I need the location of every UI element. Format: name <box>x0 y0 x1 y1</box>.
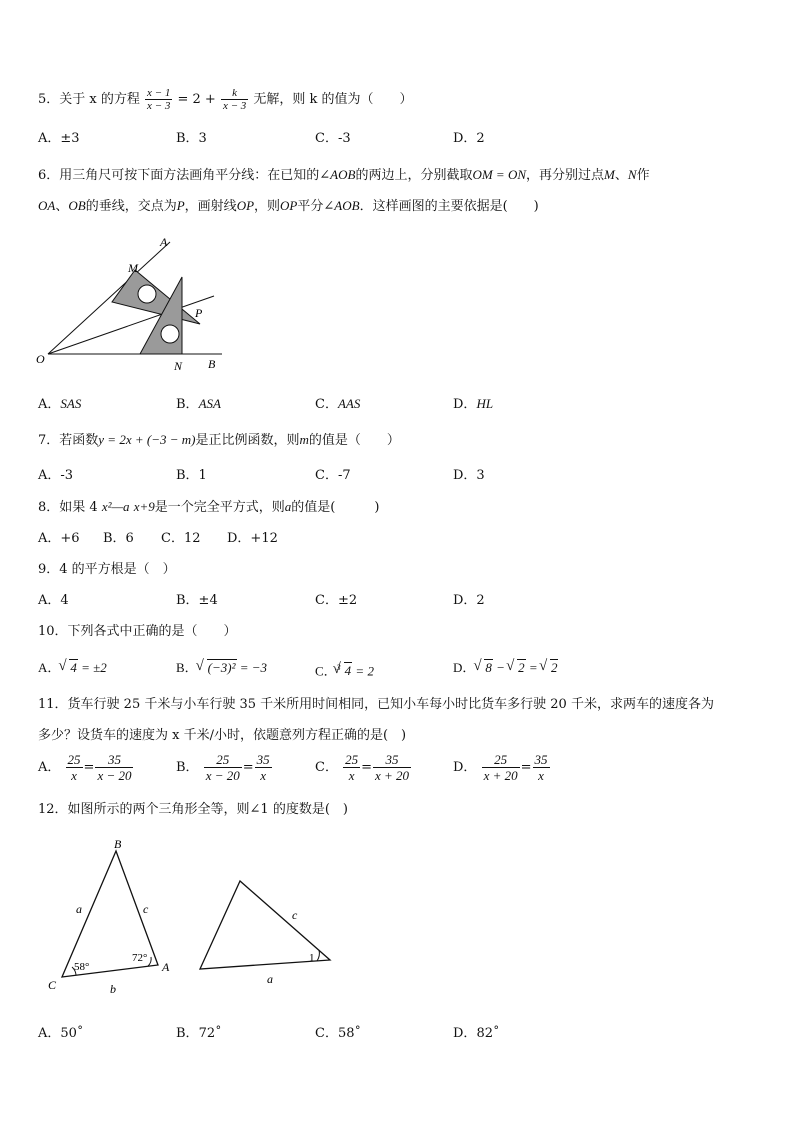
q12-label-side-c2: c <box>292 908 298 922</box>
q6-label-o: O <box>36 352 45 366</box>
q11-option-d: D． $\frac{25}{x + 20}$ = $\frac{35}{x}$ <box>453 752 548 783</box>
q11-stem-line-2: 多少？设货车的速度为 x 千米/小时，依题意列方程正确的是( ) <box>38 728 407 743</box>
q11-option-b: B． $\frac{25}{x - 20}$ = $\frac{35}{x}$ <box>176 752 270 783</box>
q5-option-b: B．3 <box>176 131 207 146</box>
q9-option-c: C．±2 <box>315 593 358 608</box>
q8-option-b: B．6 <box>103 531 134 546</box>
q8-option-d: D．+12 <box>227 531 278 546</box>
q12-stem: 12．如图所示的两个三角形全等，则∠1 的度数是( ) <box>38 802 348 817</box>
q5-fraction-1: $\frac{x - 1}{x - 3}$ <box>147 87 171 112</box>
q7-option-d: D．3 <box>453 468 485 483</box>
q10-option-b: B．√ (−3)² = −3 <box>176 658 267 678</box>
q12-label-side-b: b <box>110 982 116 996</box>
q12-angle-58: 58° <box>74 961 90 973</box>
q11-stem-line-1: 11．货车行驶 25 千米与小车行驶 35 千米所用时间相同，已知小车每小时比货车多行驶 20 千米，求两车的速度各为 <box>38 697 714 712</box>
q12-label-a-vertex: A <box>162 960 170 974</box>
q6-stem-line-2: OA、OB的垂线，交点为P，画射线OP，则OP平分∠AOB．这样画图的主要依据是( ) <box>38 198 539 214</box>
q8-option-c: C．12 <box>161 531 201 546</box>
q12-congruent-triangles-figure <box>40 833 350 1003</box>
q12-label-c-vertex: C <box>48 978 57 992</box>
q6-angle-bisector-figure <box>30 232 240 377</box>
q12-label-side-a: a <box>76 902 82 916</box>
q12-angle-1: 1 <box>309 952 315 964</box>
q5-option-a: A．±3 <box>38 131 80 146</box>
q12-label-side-a2: a <box>267 972 273 986</box>
q6-option-d: D．HL <box>453 396 494 412</box>
q12-angle-72: 72° <box>132 952 148 964</box>
q10-stem: 10．下列各式中正确的是（ ） <box>38 624 237 639</box>
q6-label-m: M <box>128 261 138 275</box>
q7-stem: 7．若函数y = 2x + (−3 − m)是正比例函数，则m的值是（ ） <box>38 432 400 448</box>
q9-option-a: A．4 <box>38 593 69 608</box>
q5-stem: 5．关于 x 的方程 $\frac{x - 1}{x - 3}$ = 2 + $\frac{k}{x - 3}$ 无解，则 k 的值为（ ） <box>38 87 413 112</box>
q5-option-d: D．2 <box>453 131 485 146</box>
q12-label-side-c: c <box>143 902 149 916</box>
q6-label-n: N <box>174 359 183 373</box>
q6-option-c: C．AAS <box>315 396 361 412</box>
q8-option-a: A．+6 <box>38 531 80 546</box>
q10-option-a: A．√ 4 = ±2 <box>38 658 107 678</box>
q7-option-c: C．-7 <box>315 468 351 483</box>
q9-option-d: D．2 <box>453 593 485 608</box>
q6-option-b: B．ASA <box>176 396 221 412</box>
q6-option-a: A．SAS <box>38 396 82 412</box>
q6-stem-line-1: 6．用三角尺可按下面方法画角平分线：在已知的∠AOB的两边上，分别截取OM = ON，再分别过点M、N作 <box>38 167 650 183</box>
q10-option-c: C．$^3$√ 4 = 2 <box>315 658 374 681</box>
q12-option-c: C．58˚ <box>315 1026 361 1041</box>
q5-option-c: C．-3 <box>315 131 351 146</box>
q6-label-b: B <box>208 357 216 371</box>
q11-option-a: A． $\frac{25}{x}$ = $\frac{35}{x - 20}$ <box>38 752 132 783</box>
q12-option-d: D．82˚ <box>453 1026 500 1041</box>
q9-stem: 9．4 的平方根是（ ） <box>38 562 176 577</box>
q5-fraction-2: $\frac{k}{x - 3}$ <box>222 87 247 112</box>
q7-option-b: B．1 <box>176 468 207 483</box>
q12-option-a: A．50˚ <box>38 1026 84 1041</box>
q10-option-d: D．√ 8 − √ 2 = √ 2 <box>453 658 558 678</box>
q11-option-c: C． $\frac{25}{x}$ = $\frac{35}{x + 20}$ <box>315 752 410 783</box>
q6-label-a: A <box>160 235 168 249</box>
q12-option-b: B．72˚ <box>176 1026 222 1041</box>
q7-option-a: A．-3 <box>38 468 74 483</box>
q9-option-b: B．±4 <box>176 593 218 608</box>
q6-label-p: P <box>195 306 203 320</box>
q8-stem: 8．如果 4 x²—a x+9是一个完全平方式，则a的值是( ) <box>38 499 380 515</box>
q12-label-b-vertex: B <box>114 837 122 851</box>
